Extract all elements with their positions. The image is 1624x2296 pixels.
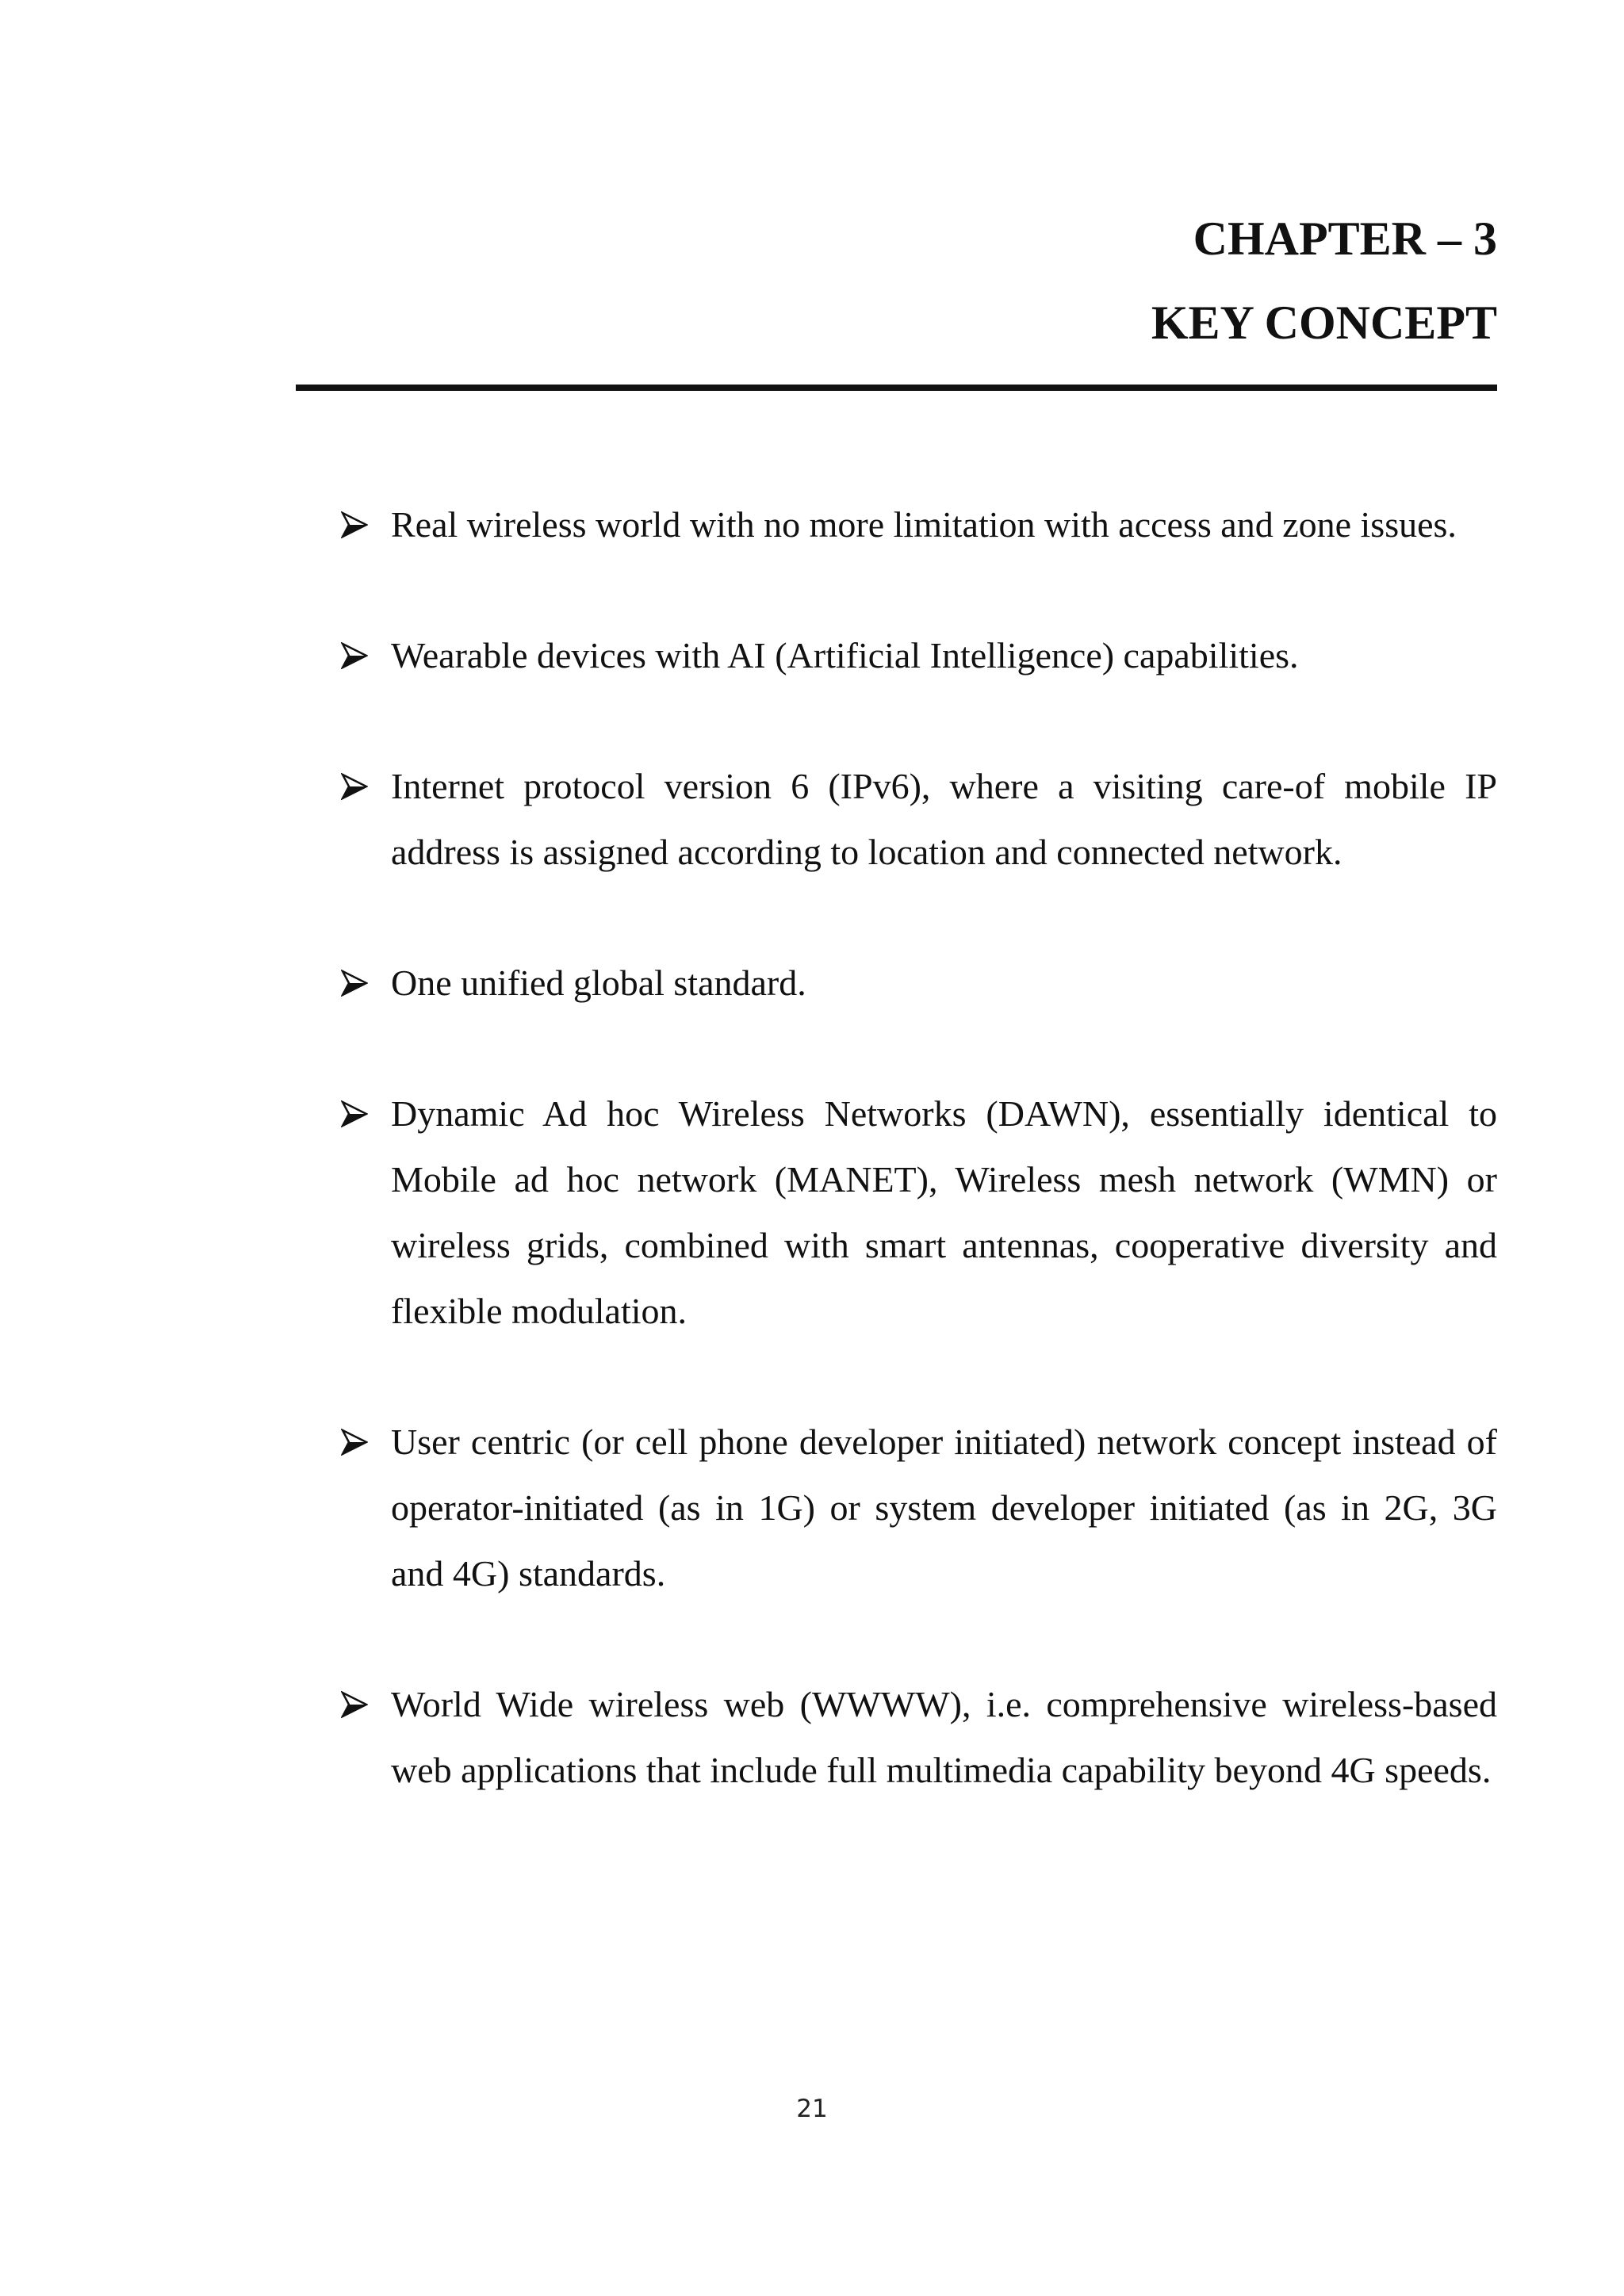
list-item [341, 753, 1497, 885]
list-item-text: Dynamic Ad hoc Wireless Networks (DAWN), essentially identical to Mobile ad hoc network (MANET), Wireless mesh network (WMN) or wireless grids, combined with smart antennas, cooperative diversity and flexible modulation. [391, 1093, 1497, 1331]
chapter-heading [1151, 197, 1497, 365]
arrowhead-bullet-icon [341, 753, 373, 819]
list-item [341, 492, 1497, 557]
list-item [341, 950, 1497, 1016]
list-item-text: User centric (or cell phone developer initiated) network concept instead of operator-initiated (as in 1G) or system developer initiated (as in 2G, 3G and 4G) standards. [391, 1422, 1497, 1594]
page-number: 21 [796, 2095, 828, 2123]
arrowhead-bullet-icon [341, 1671, 373, 1737]
chapter-title: KEY CONCEPT [1151, 297, 1497, 349]
arrowhead-bullet-icon [341, 950, 373, 1016]
arrowhead-bullet-icon [341, 1081, 373, 1146]
heading-divider [296, 385, 1497, 391]
key-concept-list [341, 492, 1497, 1868]
list-item-text: Real wireless world with no more limitation with access and zone issues. [391, 504, 1457, 545]
list-item-text: Internet protocol version 6 (IPv6), where a visiting care-of mobile IP address is assigned according to location and connected network. [391, 766, 1497, 872]
list-item [341, 1081, 1497, 1344]
list-item [341, 1671, 1497, 1803]
arrowhead-bullet-icon [341, 1409, 373, 1475]
arrowhead-bullet-icon [341, 622, 373, 688]
list-item [341, 1409, 1497, 1606]
arrowhead-bullet-icon [341, 492, 373, 557]
list-item-text: Wearable devices with AI (Artificial Intelligence) capabilities. [391, 635, 1299, 675]
list-item-text: One unified global standard. [391, 962, 806, 1003]
list-item [341, 622, 1497, 688]
chapter-number: CHAPTER – 3 [1193, 212, 1497, 265]
list-item-text: World Wide wireless web (WWWW), i.e. comprehensive wireless-based web applications that include full multimedia capability beyond 4G speeds. [391, 1684, 1497, 1790]
